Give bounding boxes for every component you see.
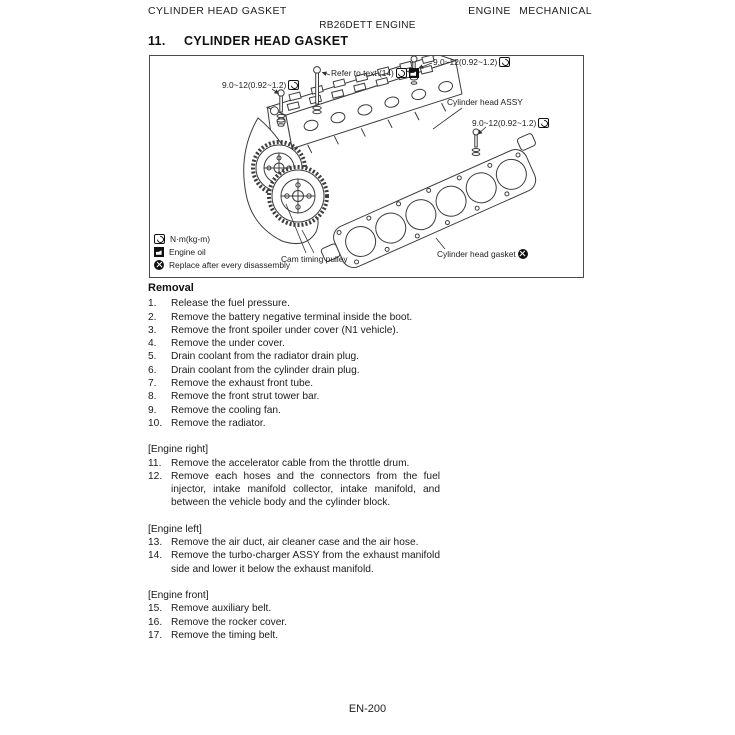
torque-spec-text: 9.0~12(0.92~1.2) bbox=[433, 57, 498, 67]
item-number: 4. bbox=[148, 338, 157, 350]
group-heading: [Engine front] bbox=[148, 589, 209, 601]
item-number: 10. bbox=[148, 417, 163, 429]
exploded-view-figure bbox=[149, 55, 584, 278]
item-text: Remove the radiator. bbox=[171, 417, 266, 429]
engine-model-subheader: RB26DETT ENGINE bbox=[319, 20, 416, 31]
list-item bbox=[148, 390, 440, 403]
item-number: 9. bbox=[148, 404, 157, 416]
list-item bbox=[148, 457, 440, 470]
list-item bbox=[148, 629, 440, 642]
item-number: 6. bbox=[148, 364, 157, 376]
torque-icon bbox=[538, 118, 549, 128]
cam-timing-pulley-label bbox=[281, 254, 348, 264]
step-group bbox=[148, 443, 440, 509]
refer-to-text: Refer to text (14) bbox=[331, 68, 394, 78]
item-text: Remove the cooling fan. bbox=[171, 404, 281, 416]
legend-row bbox=[154, 247, 290, 257]
item-number: 8. bbox=[148, 391, 157, 403]
item-text: Remove the exhaust front tube. bbox=[171, 378, 314, 390]
list-item bbox=[148, 404, 440, 417]
cylinder-head-gasket-label bbox=[437, 249, 528, 259]
list-item bbox=[148, 602, 440, 615]
item-text: Remove auxiliary belt. bbox=[171, 603, 272, 615]
item-number: 13. bbox=[148, 537, 163, 549]
cylinder-head-gasket-text: Cylinder head gasket bbox=[437, 249, 516, 259]
item-number: 11. bbox=[148, 457, 162, 469]
legend-row bbox=[154, 234, 290, 244]
engine-oil-icon bbox=[154, 247, 164, 257]
list-item bbox=[148, 297, 440, 310]
item-number: 2. bbox=[148, 311, 157, 323]
item-text: Remove the under cover. bbox=[171, 338, 285, 350]
legend-label: Replace after every disassembly bbox=[169, 260, 291, 270]
list-item bbox=[148, 417, 440, 430]
item-text: Drain coolant from the radiator drain plug. bbox=[171, 351, 360, 363]
item-number: 16. bbox=[148, 616, 163, 628]
figure-legend bbox=[154, 234, 290, 273]
step-group bbox=[148, 297, 440, 430]
list-item bbox=[148, 377, 440, 390]
item-text: Drain coolant from the cylinder drain plug. bbox=[171, 364, 360, 376]
item-number: 7. bbox=[148, 378, 157, 390]
torque-icon bbox=[288, 80, 299, 90]
item-number: 12. bbox=[148, 470, 163, 482]
item-number: 5. bbox=[148, 351, 157, 363]
list-item bbox=[148, 616, 440, 629]
running-header-right: ENGINE MECHANICAL bbox=[468, 5, 592, 17]
item-number: 17. bbox=[148, 629, 163, 641]
item-number: 15. bbox=[148, 603, 163, 615]
legend-label: Engine oil bbox=[169, 247, 206, 257]
step-group bbox=[148, 589, 440, 642]
section-title: CYLINDER HEAD GASKET bbox=[184, 34, 349, 48]
step-group bbox=[148, 523, 440, 576]
item-number: 14. bbox=[148, 550, 163, 562]
item-text: Remove the battery negative terminal inside the boot. bbox=[171, 311, 413, 323]
item-text: Remove the rocker cover. bbox=[171, 616, 288, 628]
list-item bbox=[148, 549, 440, 576]
legend-row bbox=[154, 260, 290, 270]
section-heading bbox=[148, 34, 348, 48]
list-item bbox=[148, 350, 440, 363]
torque-spec-label-top-right bbox=[433, 57, 510, 67]
item-text: Remove the air duct, air cleaner case and the air hose. bbox=[171, 537, 419, 549]
list-item bbox=[148, 364, 440, 377]
item-number: 1. bbox=[148, 298, 157, 310]
torque-icon bbox=[396, 68, 407, 78]
torque-spec-label-right bbox=[472, 118, 549, 128]
removal-section bbox=[148, 282, 440, 642]
replace-icon bbox=[154, 260, 164, 270]
item-text: Remove the turbo-charger ASSY from the exhaust manifold side and lower it below the exhaust manifold. bbox=[171, 550, 440, 575]
group-heading: [Engine left] bbox=[148, 523, 202, 535]
item-text: Remove the timing belt. bbox=[171, 629, 279, 641]
list-item bbox=[148, 337, 440, 350]
list-item bbox=[148, 324, 440, 337]
engine-oil-icon bbox=[409, 68, 419, 78]
torque-spec-label-left bbox=[222, 80, 299, 90]
item-text: Remove the accelerator cable from the throttle drum. bbox=[171, 457, 410, 469]
replace-icon bbox=[518, 249, 528, 259]
list-item bbox=[148, 470, 440, 510]
running-header-left: CYLINDER HEAD GASKET bbox=[148, 5, 287, 17]
item-text: Release the fuel pressure. bbox=[171, 298, 290, 310]
page-number: EN-200 bbox=[348, 703, 387, 715]
cylinder-head-assy-text: Cylinder head ASSY bbox=[447, 97, 523, 107]
section-number: 11. bbox=[148, 34, 166, 48]
torque-icon bbox=[154, 234, 165, 244]
legend-label: N·m(kg-m) bbox=[170, 234, 211, 244]
item-number: 3. bbox=[148, 324, 157, 336]
item-text: Remove the front spoiler under cover (N1 vehicle). bbox=[171, 324, 399, 336]
list-item bbox=[148, 311, 440, 324]
cam-timing-pulley-text: Cam timing pulley bbox=[281, 254, 348, 264]
torque-spec-text: 9.0~12(0.92~1.2) bbox=[222, 80, 287, 90]
item-text: Remove the front strut tower bar. bbox=[171, 391, 320, 403]
group-heading: [Engine right] bbox=[148, 444, 209, 456]
list-item bbox=[148, 536, 440, 549]
removal-heading: Removal bbox=[148, 282, 194, 294]
cylinder-head-assy-label bbox=[447, 97, 523, 107]
torque-spec-text: 9.0~12(0.92~1.2) bbox=[472, 118, 537, 128]
torque-icon bbox=[499, 57, 510, 67]
item-text: Remove each hoses and the connectors from the fuel injector, intake manifold collector, intake manifold, and between the vehicle body and the cylinder block. bbox=[171, 470, 440, 509]
refer-to-text-label bbox=[331, 68, 419, 78]
